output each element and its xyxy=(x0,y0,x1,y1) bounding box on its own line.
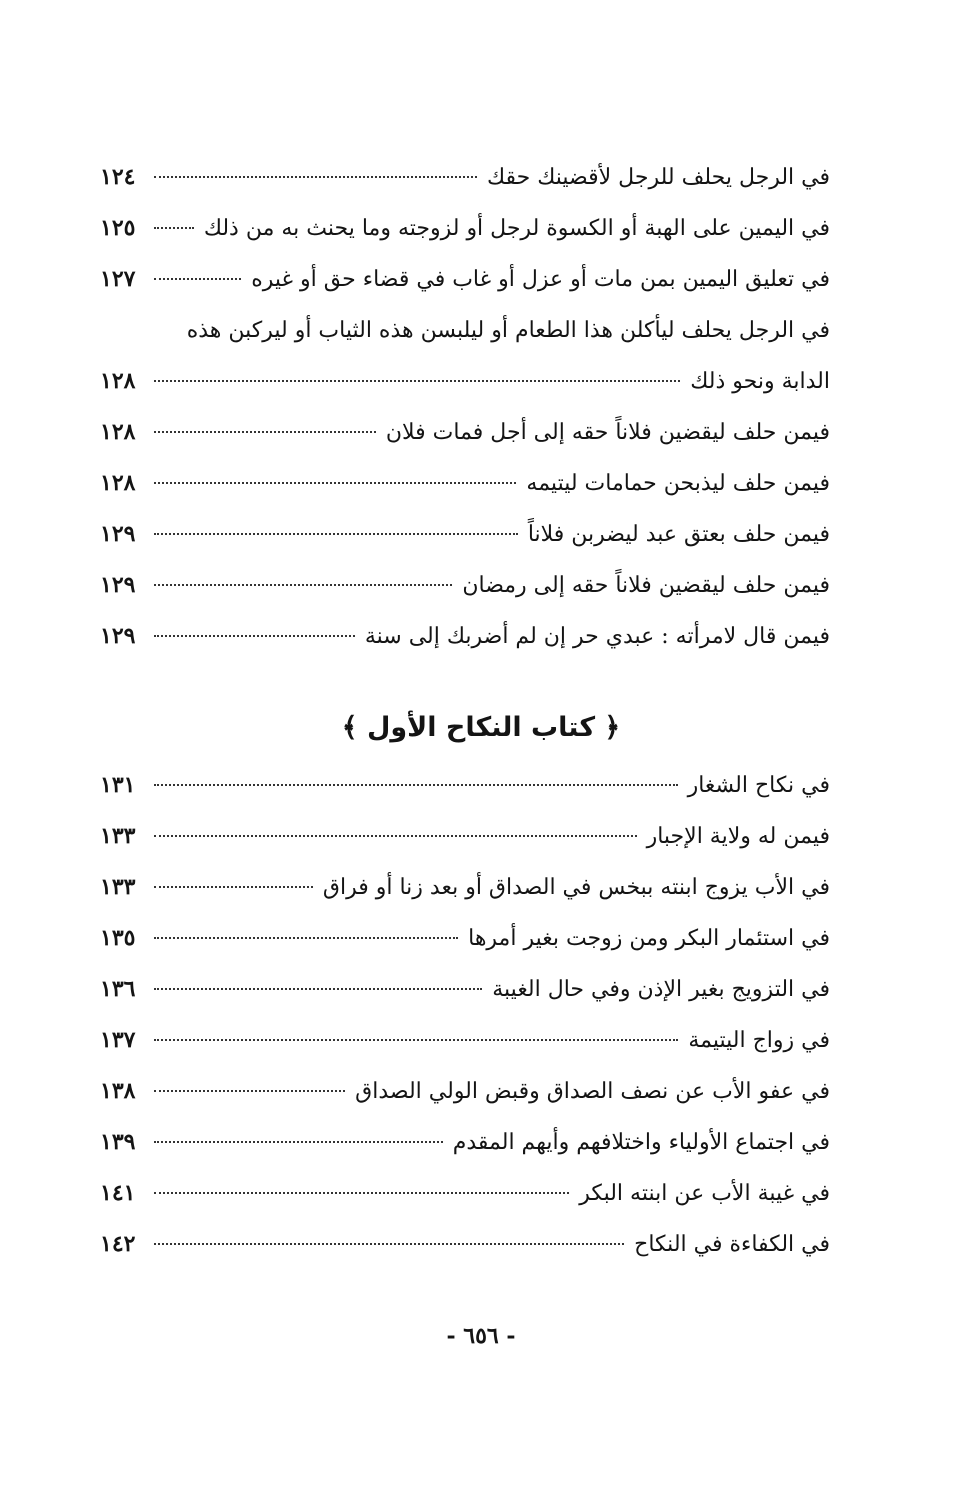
toc-entry-page: ١٣١ xyxy=(100,772,136,798)
toc-section-oaths xyxy=(100,152,830,662)
toc-entry-page: ١٣٩ xyxy=(100,1129,136,1155)
toc-entry xyxy=(100,1168,830,1219)
toc-entry-page: ١٢٨ xyxy=(100,368,136,394)
toc-entry-title: فيمن حلف ليذبحن حمامات ليتيمه xyxy=(526,471,830,496)
dot-leader xyxy=(154,1039,678,1041)
toc-entry-page: ١٣٦ xyxy=(100,976,136,1002)
dot-leader xyxy=(154,886,313,888)
toc-entry xyxy=(100,1219,830,1270)
dot-leader xyxy=(154,1090,345,1092)
toc-entry xyxy=(100,1066,830,1117)
toc-entry-title: في الرجل يحلف للرجل لأقضينك حقك xyxy=(486,165,830,190)
toc-entry-page: ١٣٨ xyxy=(100,1078,136,1104)
toc-entry-title: في اليمين على الهبة أو الكسوة لرجل أو لزوجته وما يحنث به من ذلك xyxy=(203,216,830,241)
toc-entry-title: في اجتماع الأولياء واختلافهم وأيهم المقدم xyxy=(452,1130,830,1155)
toc-entry xyxy=(100,560,830,611)
toc-entry-page: ١٢٩ xyxy=(100,572,136,598)
toc-entry-page: ١٢٩ xyxy=(100,623,136,649)
toc-entry-page: ١٣٥ xyxy=(100,925,136,951)
toc-entry-title: في تعليق اليمين بمن مات أو عزل أو غاب في قضاء حق أو غيره xyxy=(251,267,830,292)
dot-leader xyxy=(154,1192,569,1194)
toc-entry-page: ١٢٧ xyxy=(100,266,136,292)
dot-leader xyxy=(154,380,680,382)
dot-leader xyxy=(154,784,678,786)
toc-entry-page: ١٣٣ xyxy=(100,823,136,849)
toc-entry xyxy=(100,254,830,305)
page-number: - ٦٥٦ - xyxy=(446,1323,516,1349)
toc-entry-page: ١٤٢ xyxy=(100,1231,136,1257)
toc-entry-page: ١٤١ xyxy=(100,1180,136,1206)
toc-entry-title: في الكفاءة في النكاح xyxy=(634,1232,830,1257)
toc-entry xyxy=(100,407,830,458)
toc-entry xyxy=(100,458,830,509)
toc-entry-title: في التزويج بغير الإذن وفي حال الغيبة xyxy=(492,977,830,1002)
toc-section-marriage xyxy=(100,760,830,1270)
toc-entry-title: في زواج اليتيمة xyxy=(688,1028,830,1053)
toc-entry-title: فيمن قال لامرأته : عبدي حر إن لم أضربك إلى سنة xyxy=(364,624,830,649)
dot-leader xyxy=(154,937,458,939)
dot-leader xyxy=(154,584,452,586)
toc-entry-title: في نكاح الشغار xyxy=(687,773,830,798)
toc-entry xyxy=(100,1117,830,1168)
toc-entry xyxy=(100,356,830,407)
toc-entry-title: في الرجل يحلف ليأكلن هذا الطعام أو ليلبسن هذه الثياب أو ليركبن هذه xyxy=(186,318,830,343)
toc-entry-title: فيمن حلف بعتق عبد ليضربن فلاناً xyxy=(527,522,830,547)
toc-entry-page: ١٣٣ xyxy=(100,874,136,900)
toc-entry-title: في استئمار البكر ومن زوجت بغير أمرها xyxy=(468,926,830,951)
toc-entry xyxy=(100,509,830,560)
toc-entry xyxy=(100,811,830,862)
toc-entry xyxy=(100,152,830,203)
toc-entry xyxy=(100,203,830,254)
toc-entry-title: في الأب يزوج ابنته ببخس في الصداق أو بعد زنا أو فراق xyxy=(322,875,830,900)
dot-leader xyxy=(154,1141,443,1143)
toc-entry-page: ١٢٥ xyxy=(100,215,136,241)
toc-entry-title: في غيبة الأب عن ابنته البكر xyxy=(579,1181,830,1206)
toc-entry-title: فيمن حلف ليقضين فلاناً حقه إلى رمضان xyxy=(462,573,830,598)
toc-entry xyxy=(100,862,830,913)
toc-entry-page: ١٢٨ xyxy=(100,419,136,445)
toc-entry xyxy=(100,760,830,811)
toc-entry-page: ١٣٧ xyxy=(100,1027,136,1053)
dot-leader xyxy=(154,227,194,229)
toc-entry-title: في عفو الأب عن نصف الصداق وقبض الولي الصداق xyxy=(355,1079,830,1104)
dot-leader xyxy=(154,533,518,535)
dot-leader xyxy=(154,278,241,280)
toc-entry-wrapped-line xyxy=(100,305,830,356)
dot-leader xyxy=(154,176,477,178)
toc-entry-title: الدابة ونحو ذلك xyxy=(690,369,830,394)
dot-leader xyxy=(154,431,376,433)
toc-entry xyxy=(100,913,830,964)
toc-entry-page: ١٢٨ xyxy=(100,470,136,496)
toc-entry-title: فيمن له ولاية الإجبار xyxy=(646,824,830,849)
dot-leader xyxy=(154,482,516,484)
dot-leader xyxy=(154,988,482,990)
toc-entry xyxy=(100,611,830,662)
section-heading: ﴿ كتاب النكاح الأول ﴾ xyxy=(341,712,621,743)
toc-entry-page: ١٢٤ xyxy=(100,164,136,190)
toc-entry-title: فيمن حلف ليقضين فلاناً حقه إلى أجل فمات فلان xyxy=(385,420,830,445)
toc-entry-page: ١٢٩ xyxy=(100,521,136,547)
toc-entry xyxy=(100,964,830,1015)
dot-leader xyxy=(154,1243,624,1245)
toc-entry xyxy=(100,1015,830,1066)
dot-leader xyxy=(154,635,355,637)
dot-leader xyxy=(154,835,637,837)
